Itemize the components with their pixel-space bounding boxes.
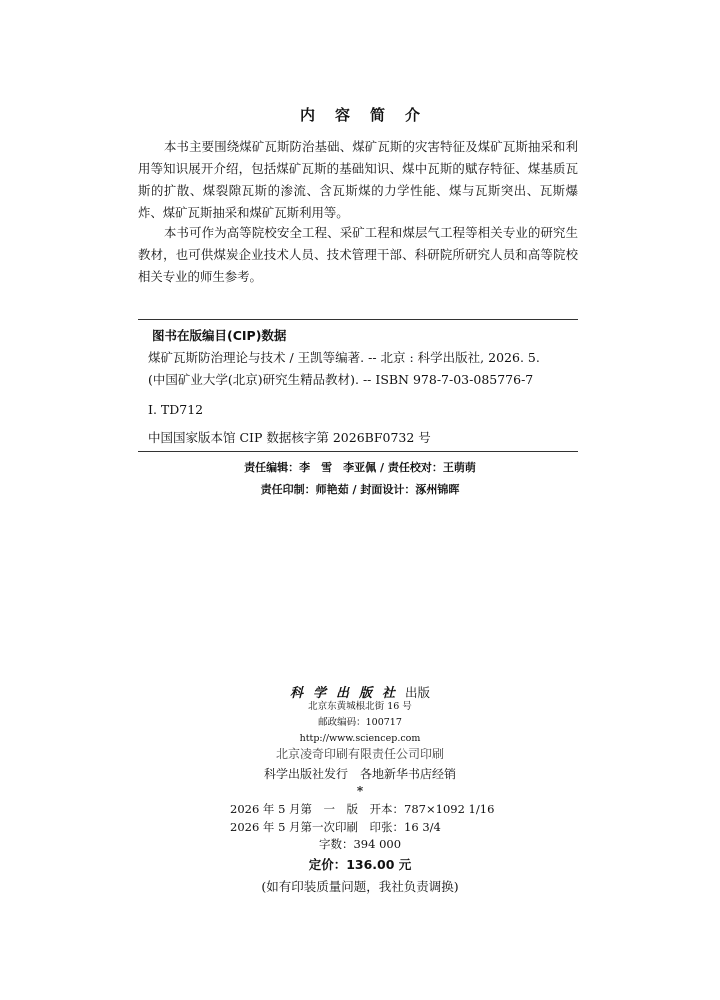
cip-line-1: 煤矿瓦斯防治理论与技术 / 王凯等编著. -- 北京 : 科学出版社, 2026. 5. bbox=[148, 350, 540, 365]
cip-classification: Ⅰ. TD712 bbox=[148, 402, 204, 417]
summary-paragraph-1: 本书主要围绕煤矿瓦斯防治基础、煤矿瓦斯的灾害特征及煤矿瓦斯抽采和利用等知识展开介绍，包括煤矿瓦斯的基础知识、煤中瓦斯的赋存特征、煤基质瓦斯的扩散、煤裂隙瓦斯的渗流、含瓦斯煤的力学性能、煤与瓦斯突出、瓦斯爆炸、煤矿瓦斯抽采和煤矿瓦斯利用等。 bbox=[138, 139, 578, 220]
separator-star: * bbox=[356, 784, 364, 798]
publisher-url: http://www.sciencep.com bbox=[299, 733, 421, 744]
editor-credits: 责任编辑：李 雪 李亚佩 / 责任校对：王萌萌 bbox=[244, 461, 476, 474]
publisher-suffix: 出版 bbox=[405, 685, 431, 700]
production-credits: 责任印制：师艳茹 / 封面设计：涿州锦晖 bbox=[260, 483, 460, 496]
printer-line: 北京凌奇印刷有限责任公司印刷 bbox=[275, 747, 444, 761]
distribution-line: 科学出版社发行 各地新华书店经销 bbox=[263, 767, 456, 781]
page-title: 内容简介 bbox=[299, 106, 440, 124]
publisher-postcode: 邮政编码：100717 bbox=[318, 717, 402, 728]
word-count: 字数：394 000 bbox=[318, 837, 402, 851]
cip-top-rule bbox=[138, 319, 578, 320]
quality-notice: (如有印装质量问题，我社负责调换) bbox=[261, 879, 459, 894]
edition-line-1: 2026 年 5 月第 一 版 开本：787×1092 1/16 bbox=[230, 802, 495, 816]
summary-paragraph-2: 本书可作为高等院校安全工程、采矿工程和煤层气工程等相关专业的研究生教材，也可供煤炭企业技术人员、技术管理干部、科研院所研究人员和高等院校相关专业的师生参考。 bbox=[138, 225, 578, 284]
cip-record-number: 中国国家版本馆 CIP 数据核字第 2026BF0732 号 bbox=[148, 430, 431, 445]
publisher-address: 北京东黄城根北街 16 号 bbox=[308, 701, 412, 712]
cip-bottom-rule bbox=[138, 451, 578, 452]
price: 定价：136.00 元 bbox=[308, 857, 412, 872]
cip-line-2: (中国矿业大学(北京)研究生精品教材). -- ISBN 978-7-03-085776-7 bbox=[148, 372, 534, 387]
cip-heading: 图书在版编目(CIP)数据 bbox=[152, 328, 287, 343]
publisher-logo-text: 科学出版社 bbox=[289, 686, 405, 701]
edition-line-2: 2026 年 5 月第一次印刷 印张：16 3/4 bbox=[230, 820, 441, 834]
